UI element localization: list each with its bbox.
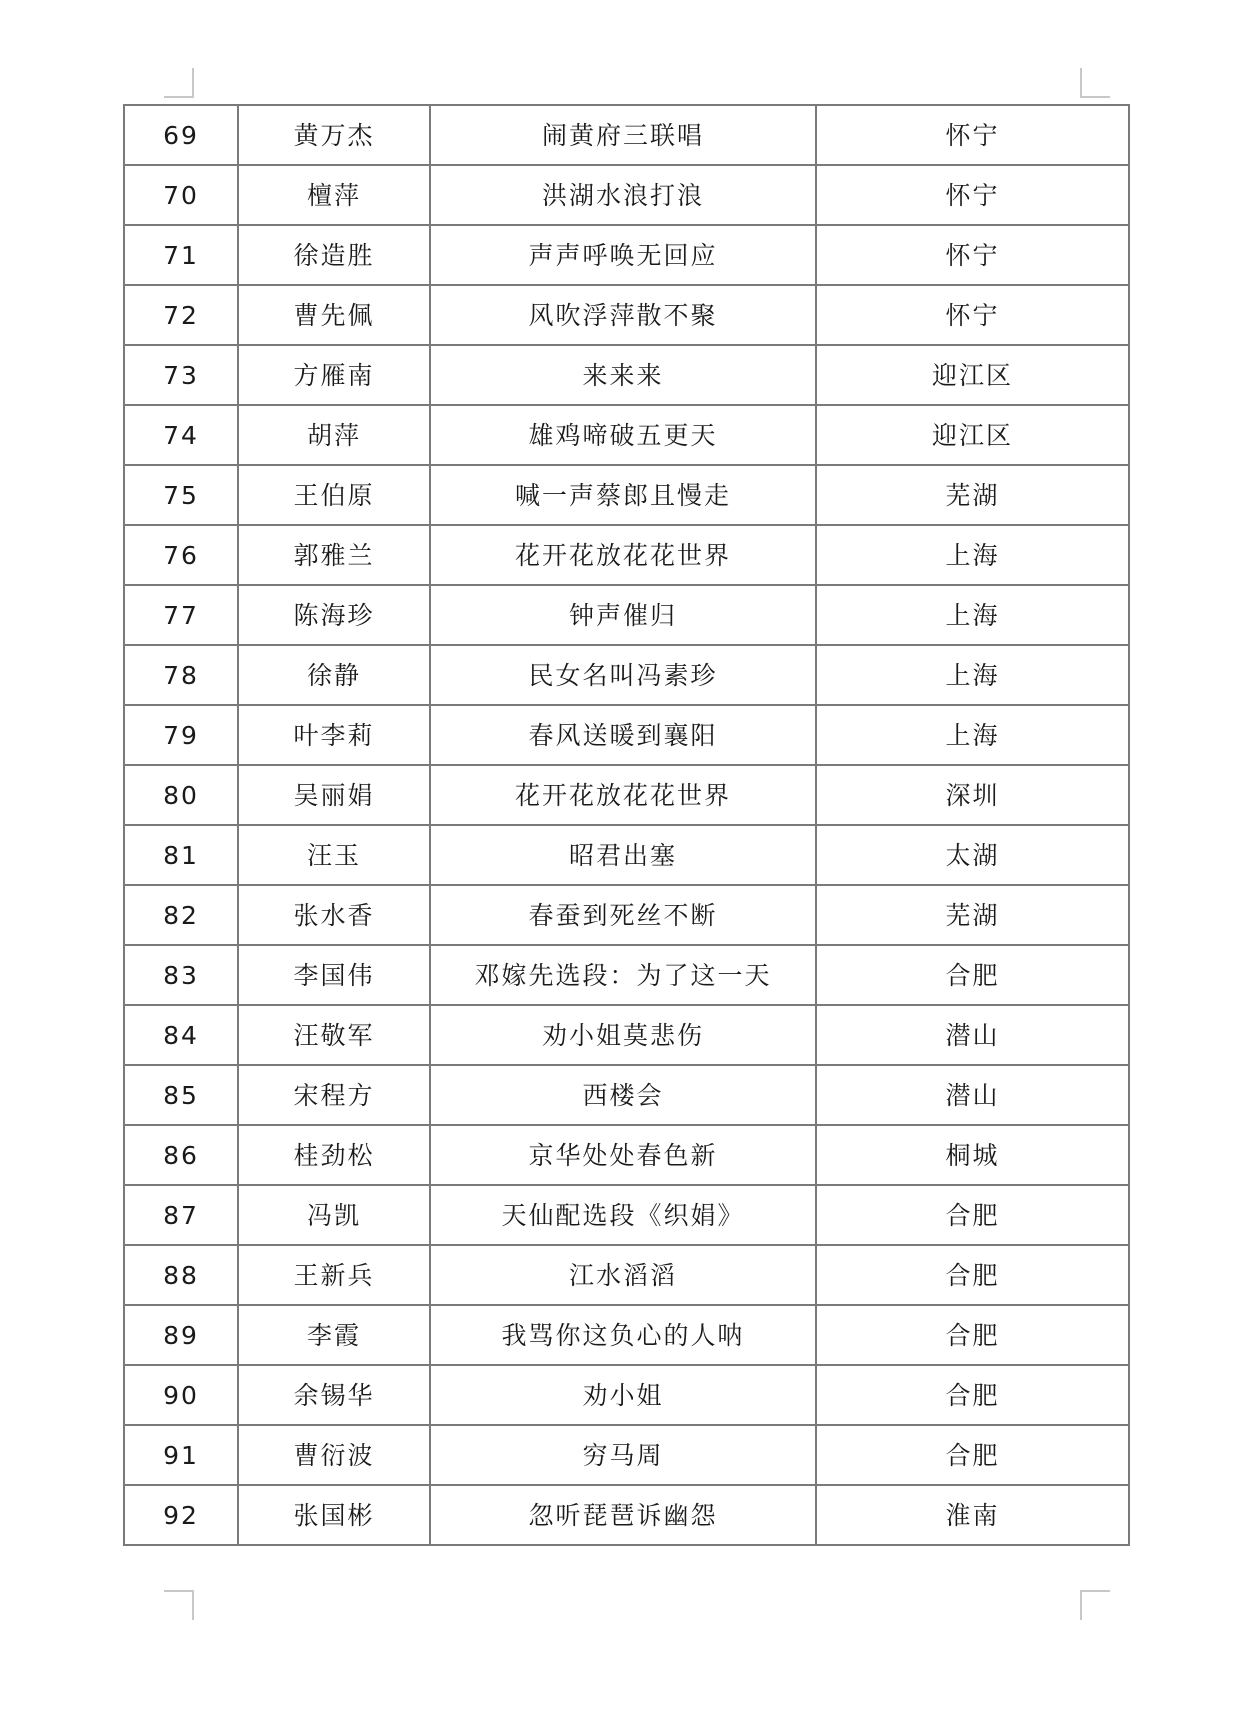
location-cell: 潜山: [816, 1065, 1129, 1125]
piece-title-cell: 江水滔滔: [430, 1245, 816, 1305]
location-cell: 上海: [816, 705, 1129, 765]
piece-title-cell: 民女名叫冯素珍: [430, 645, 816, 705]
location-cell: 合肥: [816, 1365, 1129, 1425]
table-row: [124, 465, 1129, 525]
row-number-cell: 79: [124, 705, 238, 765]
table-row: [124, 405, 1129, 465]
crop-mark-top-left: [164, 68, 194, 98]
table-row: [124, 885, 1129, 945]
table-row: [124, 105, 1129, 165]
location-cell: 上海: [816, 525, 1129, 585]
piece-title-cell: 春风送暖到襄阳: [430, 705, 816, 765]
piece-title-cell: 声声呼唤无回应: [430, 225, 816, 285]
piece-title-cell: 雄鸡啼破五更天: [430, 405, 816, 465]
row-number-cell: 83: [124, 945, 238, 1005]
piece-title-cell: 春蚕到死丝不断: [430, 885, 816, 945]
table-row: [124, 645, 1129, 705]
row-number-cell: 86: [124, 1125, 238, 1185]
table-row: [124, 1365, 1129, 1425]
performer-name-cell: 李国伟: [238, 945, 430, 1005]
table-row: [124, 825, 1129, 885]
location-cell: 迎江区: [816, 405, 1129, 465]
performer-name-cell: 叶李莉: [238, 705, 430, 765]
crop-mark-top-right: [1080, 68, 1110, 98]
location-cell: 怀宁: [816, 225, 1129, 285]
row-number-cell: 84: [124, 1005, 238, 1065]
location-cell: 合肥: [816, 1185, 1129, 1245]
piece-title-cell: 钟声催归: [430, 585, 816, 645]
performer-table-body: [124, 105, 1129, 1545]
table-row: [124, 1305, 1129, 1365]
row-number-cell: 72: [124, 285, 238, 345]
crop-mark-bottom-right: [1080, 1590, 1110, 1620]
location-cell: 怀宁: [816, 105, 1129, 165]
performer-name-cell: 李霞: [238, 1305, 430, 1365]
performer-name-cell: 郭雅兰: [238, 525, 430, 585]
performer-name-cell: 汪玉: [238, 825, 430, 885]
location-cell: 迎江区: [816, 345, 1129, 405]
performer-name-cell: 胡萍: [238, 405, 430, 465]
piece-title-cell: 我骂你这负心的人呐: [430, 1305, 816, 1365]
row-number-cell: 92: [124, 1485, 238, 1545]
piece-title-cell: 风吹浮萍散不聚: [430, 285, 816, 345]
row-number-cell: 69: [124, 105, 238, 165]
performer-name-cell: 余锡华: [238, 1365, 430, 1425]
row-number-cell: 77: [124, 585, 238, 645]
row-number-cell: 71: [124, 225, 238, 285]
row-number-cell: 87: [124, 1185, 238, 1245]
performer-name-cell: 汪敬军: [238, 1005, 430, 1065]
piece-title-cell: 劝小姐: [430, 1365, 816, 1425]
row-number-cell: 90: [124, 1365, 238, 1425]
performer-name-cell: 曹先佩: [238, 285, 430, 345]
row-number-cell: 78: [124, 645, 238, 705]
table-row: [124, 1065, 1129, 1125]
table-row: [124, 1425, 1129, 1485]
location-cell: 淮南: [816, 1485, 1129, 1545]
row-number-cell: 91: [124, 1425, 238, 1485]
piece-title-cell: 洪湖水浪打浪: [430, 165, 816, 225]
piece-title-cell: 花开花放花花世界: [430, 765, 816, 825]
performer-name-cell: 徐静: [238, 645, 430, 705]
performer-table: [123, 104, 1130, 1546]
row-number-cell: 81: [124, 825, 238, 885]
performer-name-cell: 张水香: [238, 885, 430, 945]
table-row: [124, 1125, 1129, 1185]
performer-name-cell: 方雁南: [238, 345, 430, 405]
piece-title-cell: 京华处处春色新: [430, 1125, 816, 1185]
location-cell: 怀宁: [816, 165, 1129, 225]
performer-name-cell: 吴丽娟: [238, 765, 430, 825]
table-row: [124, 525, 1129, 585]
location-cell: 芜湖: [816, 465, 1129, 525]
location-cell: 合肥: [816, 1305, 1129, 1365]
row-number-cell: 75: [124, 465, 238, 525]
piece-title-cell: 邓嫁先选段：为了这一天: [430, 945, 816, 1005]
location-cell: 太湖: [816, 825, 1129, 885]
table-row: [124, 285, 1129, 345]
location-cell: 上海: [816, 645, 1129, 705]
row-number-cell: 76: [124, 525, 238, 585]
row-number-cell: 85: [124, 1065, 238, 1125]
performer-name-cell: 张国彬: [238, 1485, 430, 1545]
table-row: [124, 1245, 1129, 1305]
performer-name-cell: 陈海珍: [238, 585, 430, 645]
table-row: [124, 1185, 1129, 1245]
row-number-cell: 82: [124, 885, 238, 945]
table-row: [124, 585, 1129, 645]
piece-title-cell: 天仙配选段《织娟》: [430, 1185, 816, 1245]
performer-name-cell: 檀萍: [238, 165, 430, 225]
performer-name-cell: 黄万杰: [238, 105, 430, 165]
location-cell: 合肥: [816, 1425, 1129, 1485]
performer-name-cell: 曹衍波: [238, 1425, 430, 1485]
table-row: [124, 765, 1129, 825]
piece-title-cell: 忽听琵琶诉幽怨: [430, 1485, 816, 1545]
row-number-cell: 89: [124, 1305, 238, 1365]
piece-title-cell: 花开花放花花世界: [430, 525, 816, 585]
piece-title-cell: 来来来: [430, 345, 816, 405]
location-cell: 芜湖: [816, 885, 1129, 945]
piece-title-cell: 闹黄府三联唱: [430, 105, 816, 165]
performer-name-cell: 宋程方: [238, 1065, 430, 1125]
piece-title-cell: 劝小姐莫悲伤: [430, 1005, 816, 1065]
performer-name-cell: 王新兵: [238, 1245, 430, 1305]
crop-mark-bottom-left: [164, 1590, 194, 1620]
piece-title-cell: 昭君出塞: [430, 825, 816, 885]
table-row: [124, 705, 1129, 765]
location-cell: 桐城: [816, 1125, 1129, 1185]
piece-title-cell: 西楼会: [430, 1065, 816, 1125]
row-number-cell: 70: [124, 165, 238, 225]
location-cell: 深圳: [816, 765, 1129, 825]
performer-name-cell: 徐造胜: [238, 225, 430, 285]
table-row: [124, 945, 1129, 1005]
location-cell: 怀宁: [816, 285, 1129, 345]
table-row: [124, 165, 1129, 225]
table-row: [124, 345, 1129, 405]
location-cell: 合肥: [816, 945, 1129, 1005]
location-cell: 上海: [816, 585, 1129, 645]
row-number-cell: 88: [124, 1245, 238, 1305]
table-row: [124, 1005, 1129, 1065]
performer-name-cell: 冯凯: [238, 1185, 430, 1245]
row-number-cell: 74: [124, 405, 238, 465]
location-cell: 合肥: [816, 1245, 1129, 1305]
piece-title-cell: 穷马周: [430, 1425, 816, 1485]
piece-title-cell: 喊一声蔡郎且慢走: [430, 465, 816, 525]
location-cell: 潜山: [816, 1005, 1129, 1065]
table-row: [124, 225, 1129, 285]
table-row: [124, 1485, 1129, 1545]
performer-name-cell: 桂劲松: [238, 1125, 430, 1185]
row-number-cell: 73: [124, 345, 238, 405]
row-number-cell: 80: [124, 765, 238, 825]
performer-name-cell: 王伯原: [238, 465, 430, 525]
